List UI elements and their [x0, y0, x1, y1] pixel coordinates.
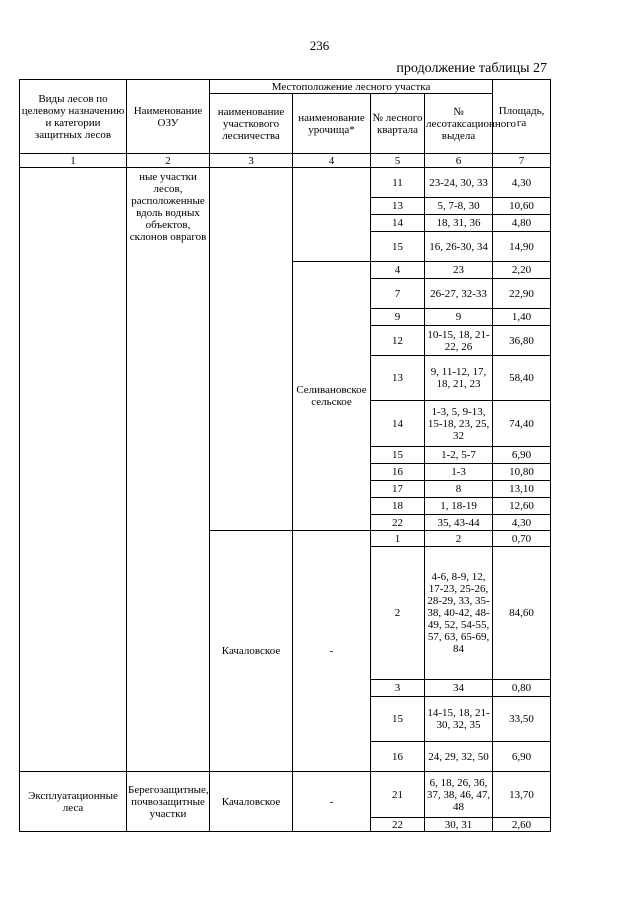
- area-cell: 2,20: [493, 262, 551, 279]
- vydel-cell: 6, 18, 26, 36, 37, 38, 46, 47, 48: [425, 772, 493, 818]
- column-number: 5: [371, 154, 425, 168]
- kvartal-cell: 16: [371, 464, 425, 481]
- column-number: 3: [210, 154, 293, 168]
- kvartal-cell: 14: [371, 215, 425, 232]
- area-cell: 2,60: [493, 818, 551, 832]
- area-cell: 10,80: [493, 464, 551, 481]
- area-cell: 13,10: [493, 481, 551, 498]
- vydel-cell: 9, 11-12, 17, 18, 21, 23: [425, 356, 493, 401]
- area-cell: 10,60: [493, 198, 551, 215]
- kvartal-cell: 7: [371, 279, 425, 309]
- area-cell: 33,50: [493, 697, 551, 742]
- vydel-cell: 35, 43-44: [425, 515, 493, 531]
- header-ozu-name: Наименование ОЗУ: [127, 80, 210, 154]
- area-cell: 1,40: [493, 309, 551, 326]
- forest-type-cell: Эксплуатационные леса: [20, 772, 127, 832]
- column-number: 6: [425, 154, 493, 168]
- forest-type-cell: [20, 168, 127, 772]
- kvartal-cell: 22: [371, 515, 425, 531]
- area-cell: 6,90: [493, 447, 551, 464]
- urochishche-cell: Селивановское сельское: [293, 262, 371, 531]
- area-cell: 84,60: [493, 547, 551, 680]
- area-cell: 13,70: [493, 772, 551, 818]
- kvartal-cell: 22: [371, 818, 425, 832]
- lesnichestvo-cell: Качаловское: [210, 772, 293, 832]
- header-lesnichestvo: наименование участкового лесничества: [210, 94, 293, 154]
- area-cell: 14,90: [493, 232, 551, 262]
- area-cell: 12,60: [493, 498, 551, 515]
- kvartal-cell: 4: [371, 262, 425, 279]
- urochishche-cell: -: [293, 531, 371, 772]
- area-cell: 6,90: [493, 742, 551, 772]
- kvartal-cell: 13: [371, 356, 425, 401]
- vydel-cell: 14-15, 18, 21-30, 32, 35: [425, 697, 493, 742]
- table-caption: продолжение таблицы 27: [396, 61, 547, 76]
- kvartal-cell: 15: [371, 697, 425, 742]
- vydel-cell: 24, 29, 32, 50: [425, 742, 493, 772]
- vydel-cell: 1-3: [425, 464, 493, 481]
- vydel-cell: 1-2, 5-7: [425, 447, 493, 464]
- vydel-cell: 1-3, 5, 9-13, 15-18, 23, 25, 32: [425, 401, 493, 447]
- kvartal-cell: 14: [371, 401, 425, 447]
- vydel-cell: 23: [425, 262, 493, 279]
- column-number: 4: [293, 154, 371, 168]
- vydel-cell: 26-27, 32-33: [425, 279, 493, 309]
- kvartal-cell: 15: [371, 232, 425, 262]
- vydel-cell: 16, 26-30, 34: [425, 232, 493, 262]
- vydel-cell: 2: [425, 531, 493, 547]
- vydel-cell: 30, 31: [425, 818, 493, 832]
- kvartal-cell: 9: [371, 309, 425, 326]
- lesnichestvo-cell: [210, 168, 293, 531]
- vydel-cell: 8: [425, 481, 493, 498]
- kvartal-cell: 16: [371, 742, 425, 772]
- vydel-cell: 5, 7-8, 30: [425, 198, 493, 215]
- header-forest-type: Виды лесов по целевому назначению и категории защитных лесов: [20, 80, 127, 154]
- kvartal-cell: 13: [371, 198, 425, 215]
- kvartal-cell: 11: [371, 168, 425, 198]
- ozu-name-cell: Берегозащитные, почвозащитные участки: [127, 772, 210, 832]
- area-cell: 58,40: [493, 356, 551, 401]
- vydel-cell: 9: [425, 309, 493, 326]
- kvartal-cell: 2: [371, 547, 425, 680]
- area-cell: 74,40: [493, 401, 551, 447]
- kvartal-cell: 3: [371, 680, 425, 697]
- vydel-cell: 10-15, 18, 21-22, 26: [425, 326, 493, 356]
- area-cell: 4,80: [493, 215, 551, 232]
- header-area: Площадь, га: [493, 80, 551, 154]
- table-row: [20, 772, 551, 818]
- area-cell: 4,30: [493, 515, 551, 531]
- kvartal-cell: 17: [371, 481, 425, 498]
- vydel-cell: 34: [425, 680, 493, 697]
- ozu-name-cell: ные участки лесов, расположенные вдоль водных объектов, склонов оврагов: [127, 168, 210, 772]
- lesnichestvo-cell: Качаловское: [210, 531, 293, 772]
- header-vydel: № лесотаксационного выдела: [425, 94, 493, 154]
- area-cell: 4,30: [493, 168, 551, 198]
- page-number: 236: [309, 38, 330, 53]
- column-number: 7: [493, 154, 551, 168]
- area-cell: 22,90: [493, 279, 551, 309]
- kvartal-cell: 18: [371, 498, 425, 515]
- vydel-cell: 4-6, 8-9, 12, 17-23, 25-26, 28-29, 33, 35-38, 40-42, 48-49, 52, 54-55, 57, 63, 65-69, 84: [425, 547, 493, 680]
- vydel-cell: 18, 31, 36: [425, 215, 493, 232]
- urochishche-cell: -: [293, 772, 371, 832]
- table-row: [20, 168, 551, 198]
- column-number: 1: [20, 154, 127, 168]
- kvartal-cell: 12: [371, 326, 425, 356]
- forest-table: [19, 79, 551, 832]
- vydel-cell: 1, 18-19: [425, 498, 493, 515]
- area-cell: 36,80: [493, 326, 551, 356]
- area-cell: 0,70: [493, 531, 551, 547]
- header-urochishche: наименование урочища*: [293, 94, 371, 154]
- column-number: 2: [127, 154, 210, 168]
- header-location-group: Местоположение лесного участка: [210, 80, 493, 94]
- urochishche-cell: [293, 168, 371, 262]
- kvartal-cell: 21: [371, 772, 425, 818]
- kvartal-cell: 1: [371, 531, 425, 547]
- area-cell: 0,80: [493, 680, 551, 697]
- vydel-cell: 23-24, 30, 33: [425, 168, 493, 198]
- kvartal-cell: 15: [371, 447, 425, 464]
- header-kvartal: № лесного квартала: [371, 94, 425, 154]
